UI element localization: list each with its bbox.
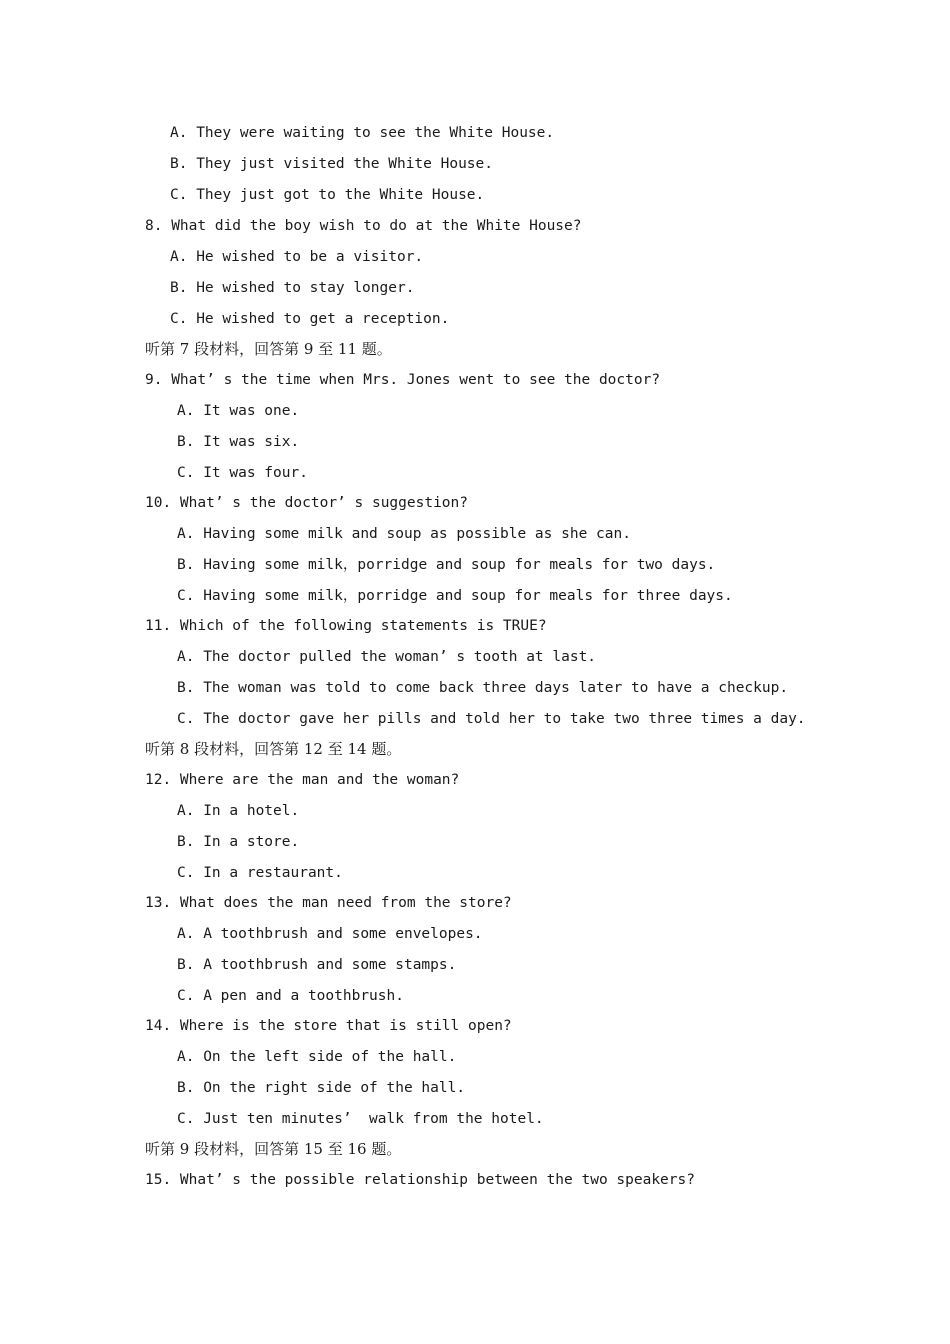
q11-option-a: A. The doctor pulled the woman’ s tooth at last. xyxy=(177,649,597,665)
q12-option-a: A. In a hotel. xyxy=(177,803,300,819)
q14-option-a: A. On the left side of the hall. xyxy=(177,1049,457,1065)
q10-option-b: B. Having some milk，porridge and soup for meals for two days. xyxy=(177,557,716,573)
q10-question: 10. What’ s the doctor’ s suggestion? xyxy=(145,495,469,511)
q9-option-c: C. It was four. xyxy=(177,465,308,481)
q12-option-c: C. In a restaurant. xyxy=(177,865,343,881)
q14-question: 14. Where is the store that is still open? xyxy=(145,1018,512,1034)
q9-option-b: B. It was six. xyxy=(177,434,300,450)
q8-option-c: C. He wished to get a reception. xyxy=(170,311,450,327)
q11-question: 11. Which of the following statements is TRUE? xyxy=(145,618,547,634)
q14-option-c: C. Just ten minutes’ walk from the hotel. xyxy=(177,1111,544,1127)
q7-option-c: C. They just got to the White House. xyxy=(170,187,485,203)
q8-option-b: B. He wished to stay longer. xyxy=(170,280,415,296)
q7-option-b: B. They just visited the White House. xyxy=(170,156,494,172)
q11-option-b: B. The woman was told to come back three days later to have a checkup. xyxy=(177,680,789,696)
q13-option-a: A. A toothbrush and some envelopes. xyxy=(177,926,483,942)
q9-option-a: A. It was one. xyxy=(177,403,300,419)
q13-option-b: B. A toothbrush and some stamps. xyxy=(177,957,457,973)
q15-question: 15. What’ s the possible relationship between the two speakers? xyxy=(145,1172,695,1188)
section-heading-9: 听第 9 段材料，回答第 15 至 16 题。 xyxy=(145,1140,402,1158)
q12-question: 12. Where are the man and the woman? xyxy=(145,772,460,788)
q11-option-c: C. The doctor gave her pills and told her to take two three times a day. xyxy=(177,711,806,727)
q12-option-b: B. In a store. xyxy=(177,834,300,850)
q13-option-c: C. A pen and a toothbrush. xyxy=(177,988,404,1004)
section-heading-7: 听第 7 段材料，回答第 9 至 11 题。 xyxy=(145,340,392,358)
section-heading-8: 听第 8 段材料，回答第 12 至 14 题。 xyxy=(145,740,402,758)
q9-question: 9. What’ s the time when Mrs. Jones went to see the doctor? xyxy=(145,372,661,388)
q13-question: 13. What does the man need from the store? xyxy=(145,895,512,911)
q14-option-b: B. On the right side of the hall. xyxy=(177,1080,466,1096)
q10-option-c: C. Having some milk，porridge and soup for meals for three days. xyxy=(177,588,733,604)
q7-option-a: A. They were waiting to see the White House. xyxy=(170,125,555,141)
q8-option-a: A. He wished to be a visitor. xyxy=(170,249,424,265)
q8-question: 8. What did the boy wish to do at the White House? xyxy=(145,218,582,234)
q10-option-a: A. Having some milk and soup as possible as she can. xyxy=(177,526,631,542)
